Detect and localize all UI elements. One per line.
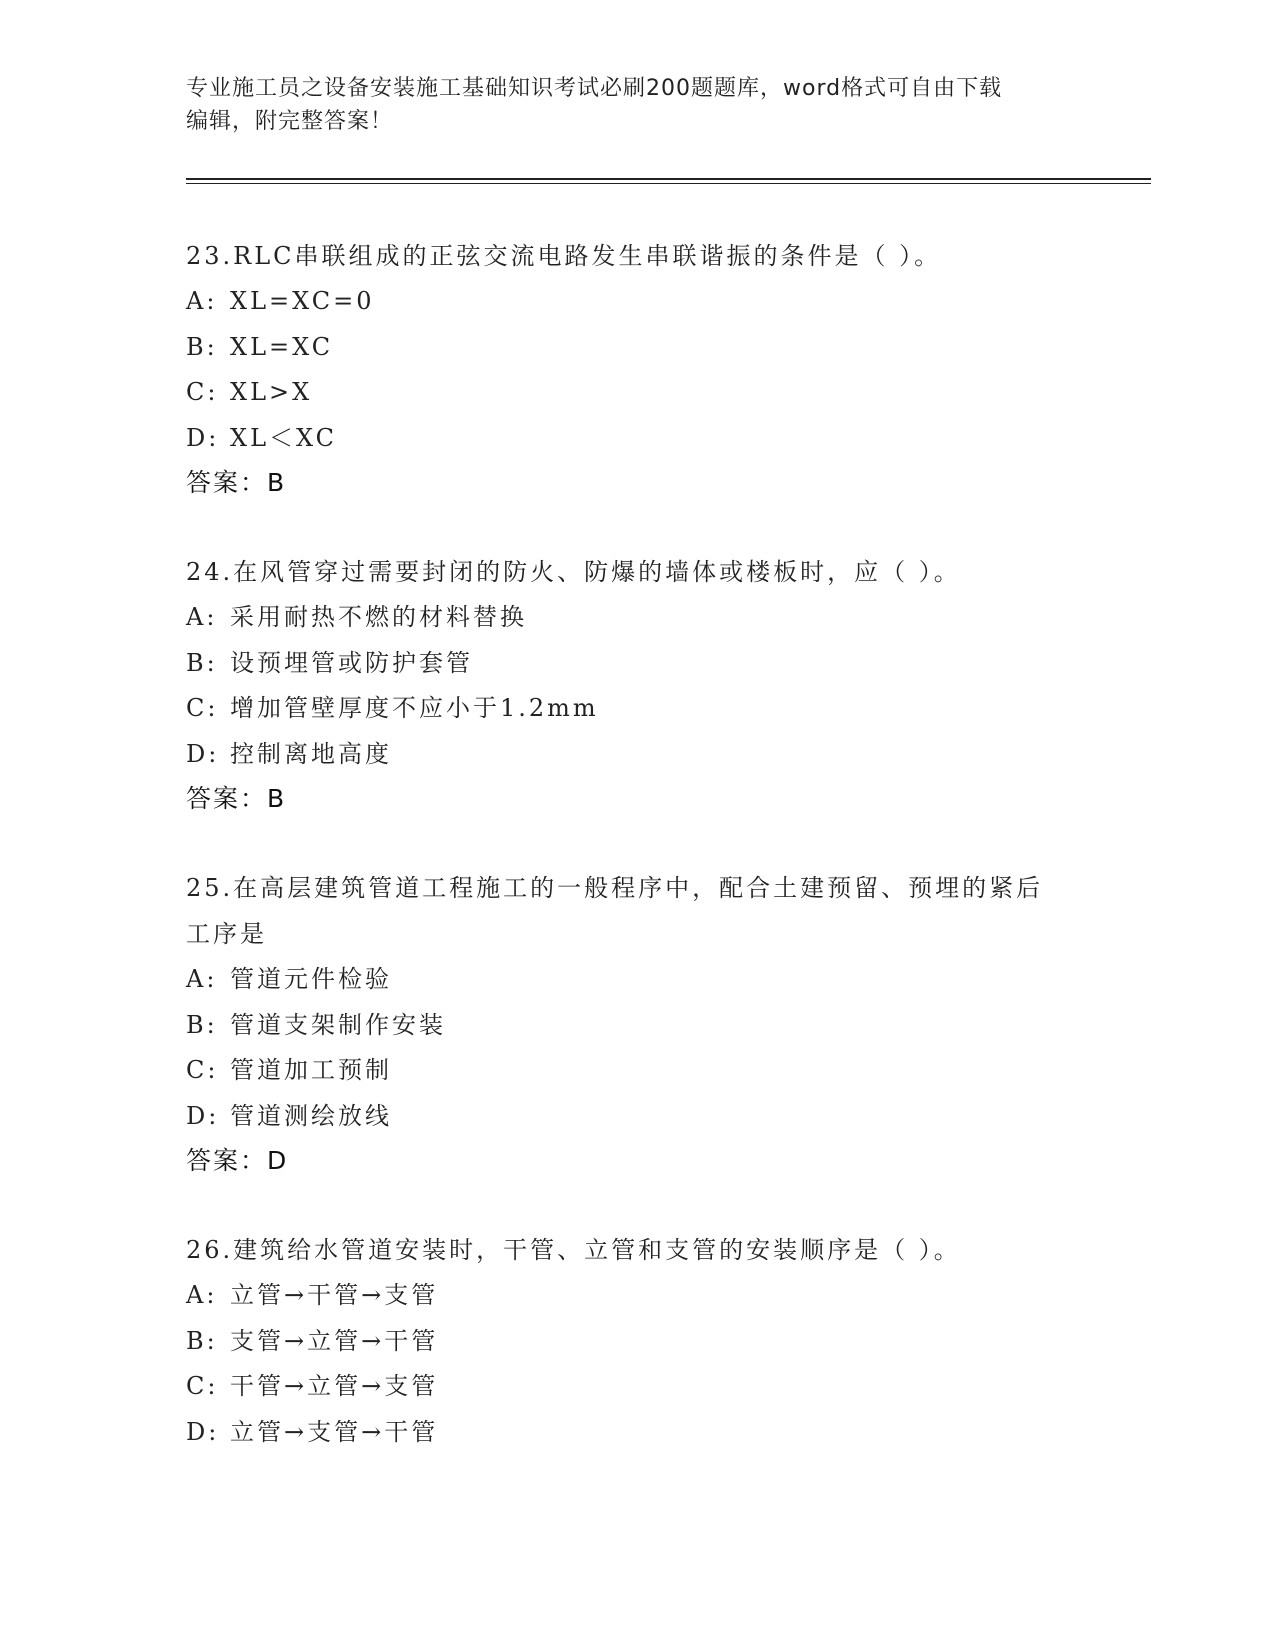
- option-b: [186, 641, 1151, 687]
- option-c: [186, 370, 1151, 416]
- option-a: [186, 957, 1151, 1003]
- document-header: [186, 72, 1066, 138]
- header-line-2: 编辑，附完整答案！: [186, 109, 394, 134]
- option-text: 立管→干管→支管: [230, 1281, 439, 1309]
- question-stem: 25.在高层建筑管道工程施工的一般程序中，配合土建预留、预埋的紧后工序是: [186, 874, 1044, 948]
- option-key: B:: [186, 1326, 218, 1355]
- option-text: 控制离地高度: [230, 739, 392, 768]
- option-key: B:: [186, 648, 218, 677]
- option-text: 干管→立管→支管: [230, 1372, 439, 1400]
- option-key: C:: [186, 1372, 219, 1400]
- question-25: [186, 865, 1151, 1183]
- question-stem: 23.RLC串联组成的正弦交流电路发生串联谐振的条件是（ ）。: [186, 242, 942, 270]
- answer: 答案：B: [186, 468, 287, 497]
- option-key: A:: [186, 287, 218, 315]
- option-d: [186, 1410, 1151, 1456]
- option-key: D:: [186, 1417, 220, 1446]
- option-text: XL＜XC: [230, 423, 338, 452]
- question-23: [186, 233, 1151, 505]
- option-a: [186, 1273, 1151, 1319]
- header-divider: [186, 178, 1151, 184]
- option-key: D:: [186, 423, 220, 452]
- option-text: 管道加工预制: [230, 1056, 392, 1084]
- option-c: [186, 686, 1151, 732]
- option-text: XL=XC=0: [230, 287, 375, 315]
- option-b: [186, 1319, 1151, 1365]
- option-c: [186, 1048, 1151, 1094]
- option-a: [186, 595, 1151, 641]
- option-text: 立管→支管→干管: [230, 1417, 439, 1446]
- header-line-1: 专业施工员之设备安装施工基础知识考试必刷200题题库，word格式可自由下载: [186, 76, 1003, 101]
- option-text: XL=XC: [230, 332, 334, 361]
- option-text: 设预埋管或防护套管: [230, 648, 473, 677]
- option-key: B:: [186, 1010, 218, 1039]
- question-26: [186, 1227, 1151, 1455]
- option-key: C:: [186, 694, 219, 722]
- option-d: [186, 1094, 1151, 1140]
- question-24: [186, 549, 1151, 821]
- option-key: A:: [186, 603, 218, 631]
- option-text: 管道支架制作安装: [230, 1010, 446, 1039]
- option-key: A:: [186, 1281, 218, 1309]
- option-d: [186, 732, 1151, 778]
- answer: 答案：D: [186, 1146, 289, 1175]
- question-list: [186, 233, 1151, 1499]
- option-c: [186, 1364, 1151, 1410]
- option-a: [186, 279, 1151, 325]
- option-key: D:: [186, 739, 220, 768]
- option-key: C:: [186, 1056, 219, 1084]
- option-key: B:: [186, 332, 218, 361]
- option-text: 管道测绘放线: [230, 1101, 392, 1130]
- option-text: XL>X: [230, 378, 313, 406]
- option-key: D:: [186, 1101, 220, 1130]
- option-text: 管道元件检验: [230, 965, 392, 993]
- answer: 答案：B: [186, 784, 287, 813]
- option-b: [186, 325, 1151, 371]
- option-text: 支管→立管→干管: [230, 1326, 439, 1355]
- option-text: 增加管壁厚度不应小于1.2mm: [230, 694, 599, 722]
- option-b: [186, 1003, 1151, 1049]
- option-text: 采用耐热不燃的材料替换: [230, 603, 527, 631]
- option-key: A:: [186, 965, 218, 993]
- option-key: C:: [186, 378, 219, 406]
- question-stem: 26.建筑给水管道安装时，干管、立管和支管的安装顺序是（ ）。: [186, 1236, 961, 1264]
- question-stem: 24.在风管穿过需要封闭的防火、防爆的墙体或楼板时，应（ ）。: [186, 558, 961, 586]
- option-d: [186, 416, 1151, 462]
